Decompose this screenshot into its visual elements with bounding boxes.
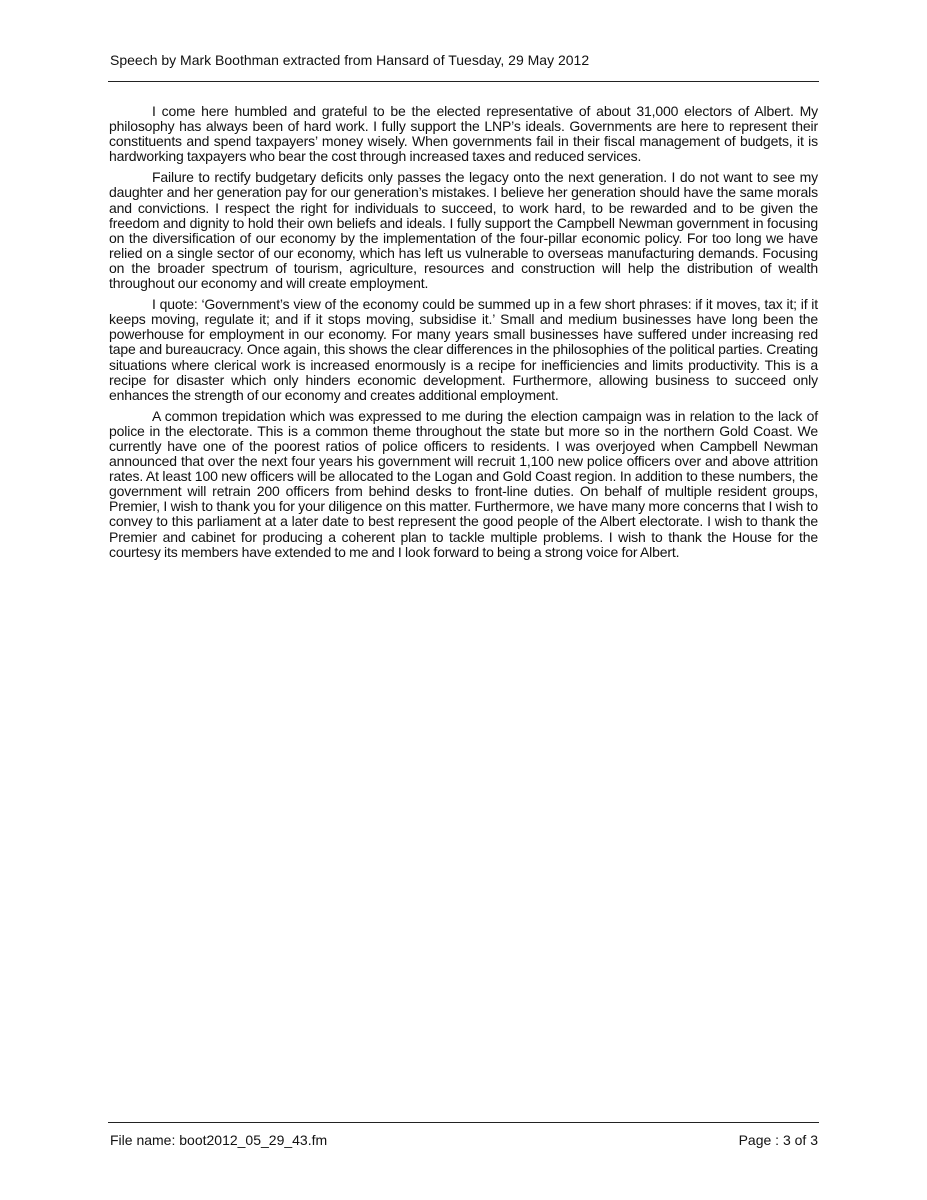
paragraph-4: A common trepidation which was expressed to me during the election campaign was in relation to the lack of police in the electorate. This is a common theme throughout the state but more so in the northern Gold Coast. We currently have one of the poorest ratios of police officers to residents. I was overjoyed when Campbell Newman announced that over the next four years his government will recruit 1,100 new police officers over and above attrition rates. At least 100 new officers will be allocated to the Logan and Gold Coast region. In addition to these numbers, the government will retrain 200 officers from behind desks to front-line duties. On behalf of multiple resident groups, Premier, I wish to thank you for your diligence on this matter. Furthermore, we have many more concerns that I wish to convey to this parliament at a later date to best represent the good people of the Albert electorate. I wish to thank the Premier and cabinet for producing a coherent plan to tackle multiple problems. I wish to thank the House for the courtesy its members have extended to me and I look forward to being a strong voice for Albert.	[109, 407, 818, 560]
paragraph-2: Failure to rectify budgetary deficits only passes the legacy onto the next generation. I do not want to see my daughter and her generation pay for our generation’s mistakes. I believe her generation should have the same morals and convictions. I respect the right for individuals to succeed, to work hard, to be rewarded and to be given the freedom and dignity to hold their own beliefs and ideals. I fully support the Campbell Newman government in focusing on the diversification of our economy by the implementation of the four-pillar economic policy. For too long we have relied on a single sector of our economy, which has left us vulnerable to overseas manufacturing demands. Focusing on the broader spectrum of tourism, agriculture, resources and construction will help the distribution of wealth throughout our economy and will create employment.	[109, 169, 818, 292]
header-title: Speech by Mark Boothman extracted from Hansard of Tuesday, 29 May 2012	[110, 52, 590, 68]
footer-divider	[108, 1122, 819, 1123]
speech-body	[109, 104, 818, 566]
page-header	[110, 52, 818, 68]
footer-file-name: File name: boot2012_05_29_43.fm	[110, 1132, 328, 1148]
header-divider	[108, 81, 819, 82]
paragraph-3: I quote: ‘Government’s view of the economy could be summed up in a few short phrases: if it moves, tax it; if it keeps moving, regulate it; and if it stops moving, subsidise it.’ Small and medium businesses have long been the powerhouse for employment in our economy. For many years small businesses have suffered under increasing red tape and bureaucracy. Once again, this shows the clear differences in the philosophies of the political parties. Creating situations where clerical work is increased enormously is a recipe for inefficiencies and limits productivity. This is a recipe for disaster which only hinders economic development. Furthermore, allowing business to succeed only enhances the strength of our economy and creates additional employment.	[109, 296, 818, 403]
paragraph-1: I come here humbled and grateful to be the elected representative of about 31,000 electors of Albert. My philosophy has always been of hard work. I fully support the LNP’s ideals. Governments are here to represent their constituents and spend taxpayers’ money wisely. When governments fail in their fiscal management of budgets, it is hardworking taxpayers who bear the cost through increased taxes and reduced services.	[109, 103, 818, 165]
footer-page-number: Page : 3 of 3	[738, 1132, 818, 1148]
